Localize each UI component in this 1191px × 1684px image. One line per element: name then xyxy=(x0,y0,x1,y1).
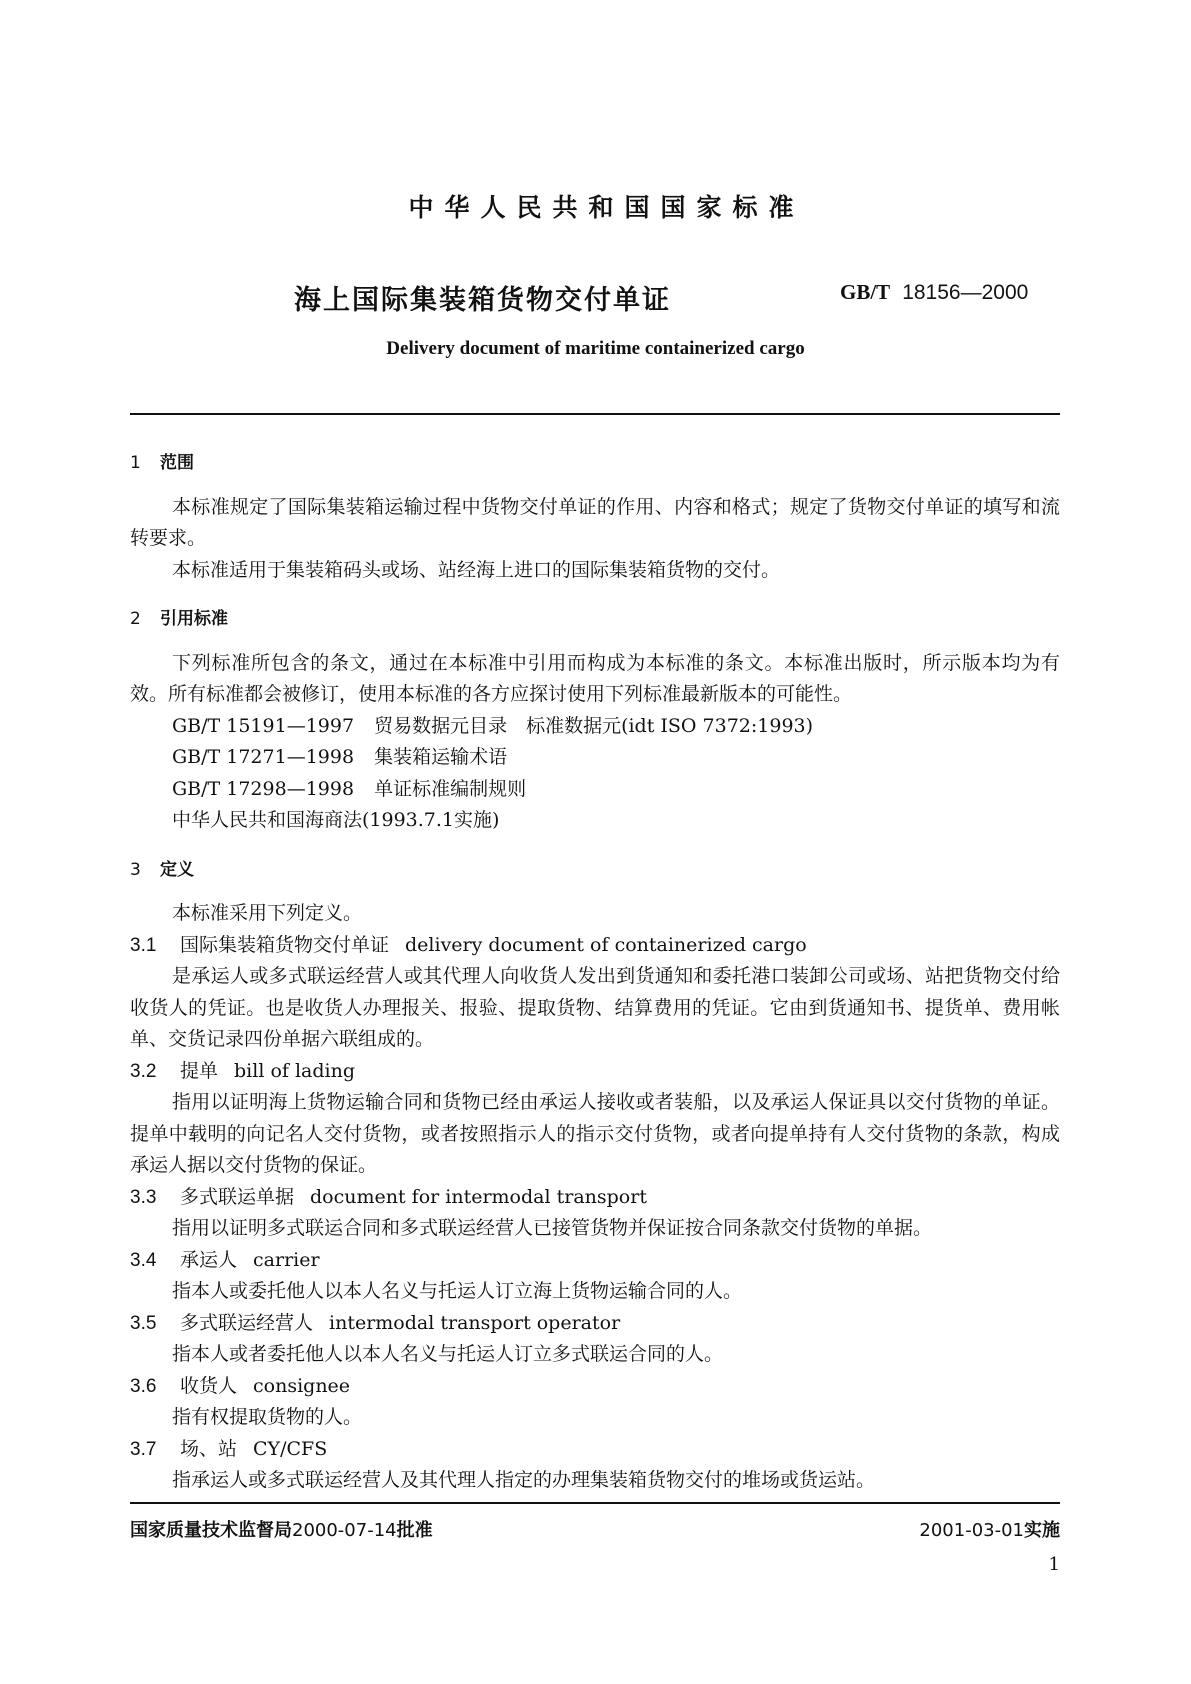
definition-text: 指本人或者委托他人以本人名义与托运人订立多式联运合同的人。 xyxy=(172,1343,724,1365)
paragraph: 本标准适用于集装箱码头或场、站经海上进口的国际集装箱货物的交付。 xyxy=(172,558,781,581)
reference-item: GB/T 17271—1998 集装箱运输术语 xyxy=(172,746,508,768)
definition-term: 3.2 提单 bill of lading xyxy=(130,1059,356,1082)
document-title: 海上国际集装箱货物交付单证 xyxy=(294,285,671,316)
implementation-date: 2001-03-01 xyxy=(919,1520,1024,1541)
standard-code-number: 18156—2000 xyxy=(902,281,1029,304)
section-heading-references: 2 引用标准 xyxy=(130,609,228,629)
definition-text: 指承运人或多式联运经营人及其代理人指定的办理集装箱货物交付的堆场或货运站。 xyxy=(172,1469,876,1491)
approve-date: 2000-07-14 xyxy=(292,1520,397,1541)
definition-text: 指用以证明多式联运合同和多式联运经营人已接管货物并保证按合同条款交付货物的单据。 xyxy=(172,1217,933,1239)
approval-line xyxy=(130,1516,433,1542)
section-heading-scope: 1 范围 xyxy=(130,453,194,473)
header-divider xyxy=(130,413,1060,415)
issuer: 国家质量技术监督局 xyxy=(130,1520,292,1541)
reference-item: GB/T 15191—1997 贸易数据元目录 标准数据元(idt ISO 7372:1993) xyxy=(172,714,814,737)
definition-text: 指本人或委托他人以本人名义与托运人订立海上货物运输合同的人。 xyxy=(172,1280,743,1302)
footer-divider xyxy=(130,1502,1060,1504)
definition-term: 3.6 收货人 consignee xyxy=(130,1374,351,1397)
standard-code-prefix: GB/T xyxy=(840,280,891,304)
implementation-label: 实施 xyxy=(1024,1520,1060,1541)
national-standard-heading: 中华人民共和国国家标准 xyxy=(408,193,805,222)
document-body xyxy=(130,448,1060,1497)
definition-term: 3.1 国际集装箱货物交付单证 delivery document of containerized cargo xyxy=(130,933,807,956)
definition-text: 指用以证明海上货物运输合同和货物已经由承运人接收或者装船，以及承运人保证具以交付货物的单证。提单中载明的向记名人交付货物，或者按照指示人的指示交付货物，或者向提单持有人交付货物的条款，构成承运人据以交付货物的保证。 xyxy=(130,1091,1060,1176)
paragraph: 本标准规定了国际集装箱运输过程中货物交付单证的作用、内容和格式；规定了货物交付单证的填写和流转要求。 xyxy=(130,495,1060,549)
paragraph: 本标准采用下列定义。 xyxy=(172,902,363,924)
document-title-english: Delivery document of maritime containerized cargo xyxy=(386,338,805,359)
paragraph: 下列标准所包含的条文，通过在本标准中引用而构成为本标准的条文。本标准出版时，所示版本均为有效。所有标准都会被修订，使用本标准的各方应探讨使用下列标准最新版本的可能性。 xyxy=(130,651,1060,705)
reference-item: 中华人民共和国海商法(1993.7.1实施) xyxy=(172,809,500,831)
page-number: 1 xyxy=(1048,1554,1060,1575)
standard-code xyxy=(840,280,1028,305)
definition-term: 3.3 多式联运单据 document for intermodal transport xyxy=(130,1185,647,1208)
reference-item: GB/T 17298—1998 单证标准编制规则 xyxy=(172,777,527,800)
definition-term: 3.5 多式联运经营人 intermodal transport operator xyxy=(130,1311,621,1334)
definition-text: 指有权提取货物的人。 xyxy=(172,1406,363,1428)
section-heading-definitions: 3 定义 xyxy=(130,859,194,880)
definition-text: 是承运人或多式联运经营人或其代理人向收货人发出到货通知和委托港口装卸公司或场、站把货物交付给收货人的凭证。也是收货人办理报关、报验、提取货物、结算费用的凭证。它由到货通知书、提货单、费用帐单、交货记录四份单据六联组成的。 xyxy=(130,965,1060,1050)
implementation-line xyxy=(919,1516,1060,1542)
approve-label: 批准 xyxy=(396,1520,433,1541)
definition-term: 3.7 场、站 CY/CFS xyxy=(130,1437,328,1460)
definition-term: 3.4 承运人 carrier xyxy=(130,1248,320,1271)
